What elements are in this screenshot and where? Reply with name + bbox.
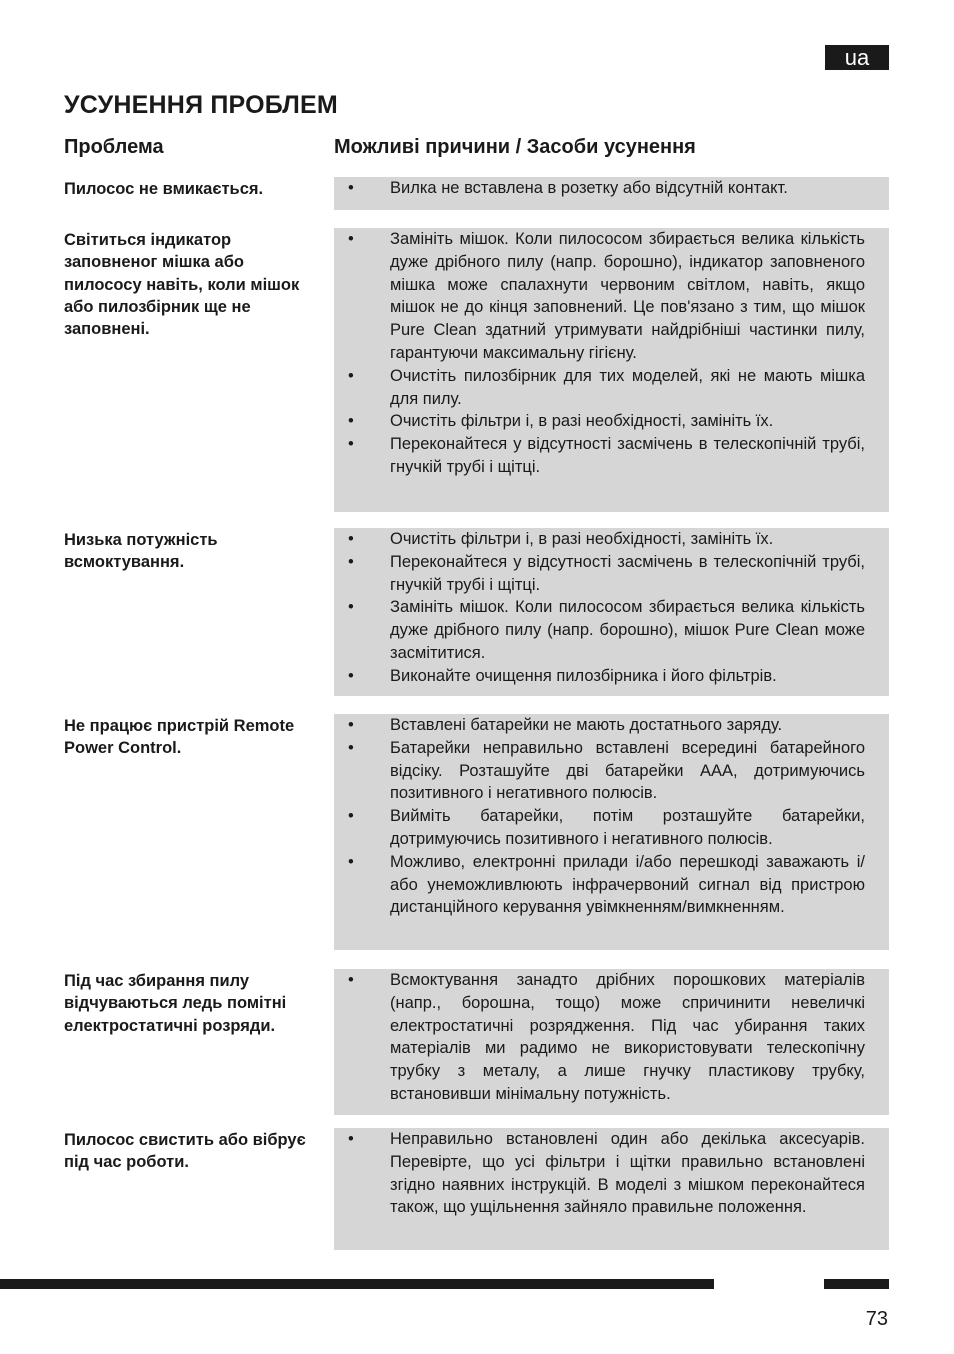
causes-list (334, 228, 865, 479)
bullet-icon: • (348, 852, 354, 871)
cause-text: Замініть мішок. Коли пилососом збирається велика кількість дуже дрібного пилу (напр. борошно), мішок Pure Clean може засмітитися. (390, 598, 865, 662)
cause-text: Батарейки неправильно вставлені всередині батарейного відсіку. Розташуйте дві батарейки AAA, дотримуючись позитивного і негативного полюсів. (390, 738, 865, 803)
causes-box (334, 969, 889, 1115)
cause-text: Очистіть пилозбірник для тих моделей, які не мають мішка для пилу. (390, 366, 865, 408)
cause-item (334, 805, 865, 851)
footer-rule-left (0, 1279, 714, 1289)
cause-item (334, 665, 865, 688)
bullet-icon: • (348, 366, 354, 385)
column-header-problem: Проблема (64, 136, 164, 158)
cause-text: Очистіть фільтри і, в разі необхідності, замініть їх. (390, 412, 774, 431)
problem-text: Світиться індикатор заповненог мішка або пилососу навіть, коли мішок або пилозбірник ще не заповнені. (64, 231, 300, 339)
cause-item (334, 433, 865, 479)
footer-rule-right (824, 1279, 889, 1289)
cause-item (334, 851, 865, 919)
bullet-icon: • (348, 971, 354, 989)
cause-item (334, 596, 865, 664)
cause-text: Всмоктування занадто дрібних порошкових матеріалів (напр., борошна, тощо) може спричинити невеличкі електростатичні розрядження. Під час убирання таких матеріалів ми радимо не використовувати телескопічну трубку з металу, а лише гнучку пластикову трубку, встановивши мінімальну потужність. (390, 971, 865, 1103)
cause-text: Вставлені батарейки не мають достатнього заряду. (390, 716, 783, 734)
cause-item (334, 410, 865, 433)
problem-text: Пилосос не вмикається. (64, 180, 264, 198)
problem-text: Не працює пристрій Remote Power Control. (64, 717, 295, 758)
cause-text: Очистіть фільтри і, в разі необхідності, замініть їх. (390, 530, 774, 548)
bullet-icon: • (348, 230, 354, 248)
causes-list (334, 1128, 865, 1219)
page-number: 73 (865, 1308, 888, 1330)
bullet-icon: • (348, 1130, 354, 1148)
causes-box (334, 714, 889, 950)
cause-text: Виконайте очищення пилозбірника і його фільтрів. (390, 666, 777, 685)
causes-box (334, 528, 889, 696)
bullet-icon: • (348, 598, 354, 617)
causes-box (334, 177, 889, 210)
cause-item (334, 969, 865, 1106)
bullet-icon: • (348, 530, 354, 548)
column-header-causes: Можливі причини / Засоби усунення (334, 136, 696, 158)
causes-box (334, 228, 889, 512)
bullet-icon: • (348, 552, 354, 571)
bullet-icon: • (348, 435, 354, 454)
cause-text: Переконайтеся у відсутності засмічень в телескопічній трубі, гнучкій трубі і щітці. (390, 435, 865, 476)
bullet-icon: • (348, 412, 354, 431)
cause-item (334, 714, 865, 737)
cause-item (334, 551, 865, 597)
language-badge: ua (825, 45, 889, 70)
page-title: УСУНЕННЯ ПРОБЛЕМ (64, 91, 338, 119)
problem-text: Під час збирання пилу відчуваються ледь помітні електростатичні розряди. (64, 972, 287, 1035)
cause-text: Переконайтеся у відсутності засмічень в телескопічній трубі, гнучкій трубі і щітці. (390, 552, 865, 594)
cause-item (334, 528, 865, 551)
bullet-icon: • (348, 738, 354, 757)
causes-list (334, 714, 865, 919)
cause-text: Вийміть батарейки, потім розташуйте батарейки, дотримуючись позитивного і негативного полюсів. (390, 807, 865, 848)
problem-text: Пилосос свистить або вібрує під час роботи. (64, 1131, 306, 1172)
cause-item (334, 365, 865, 411)
cause-text: Вилка не вставлена в розетку або відсутній контакт. (390, 179, 788, 197)
cause-text: Можливо, електронні прилади і/або перешкоді заважають і/або унеможливлюють інфрачервоний сигнал від пристрою дистанційного керування увімкненням/вимкненням. (390, 852, 865, 917)
cause-item (334, 228, 865, 365)
cause-item (334, 1128, 865, 1219)
cause-text: Замініть мішок. Коли пилососом збирається велика кількість дуже дрібного пилу (напр. борошно), індикатор заповненого мішка може спалахнути червоним світлом, навіть, якщо мішок не до кінця заповнений. Це пов'язано з тим, що мішок Pure Clean здатний утримувати найдрібніші частинки пилу, гарантуючи максимальну гігієну. (390, 230, 865, 362)
bullet-icon: • (348, 179, 354, 197)
cause-item (334, 737, 865, 805)
problem-text: Низька потужність всмоктування. (64, 531, 218, 572)
causes-list (334, 969, 865, 1106)
causes-list (334, 177, 865, 200)
causes-box (334, 1128, 889, 1250)
bullet-icon: • (348, 716, 354, 734)
bullet-icon: • (348, 666, 354, 685)
cause-text: Неправильно встановлені один або декілька аксесуарів. Перевірте, що усі фільтри і щітки правильно встановлені згідно наявних інструкцій. В моделі з мішком переконайтеся також, що ущільнення зайняло правильне положення. (390, 1130, 865, 1217)
bullet-icon: • (348, 807, 354, 826)
cause-item (334, 177, 865, 200)
causes-list (334, 528, 865, 688)
